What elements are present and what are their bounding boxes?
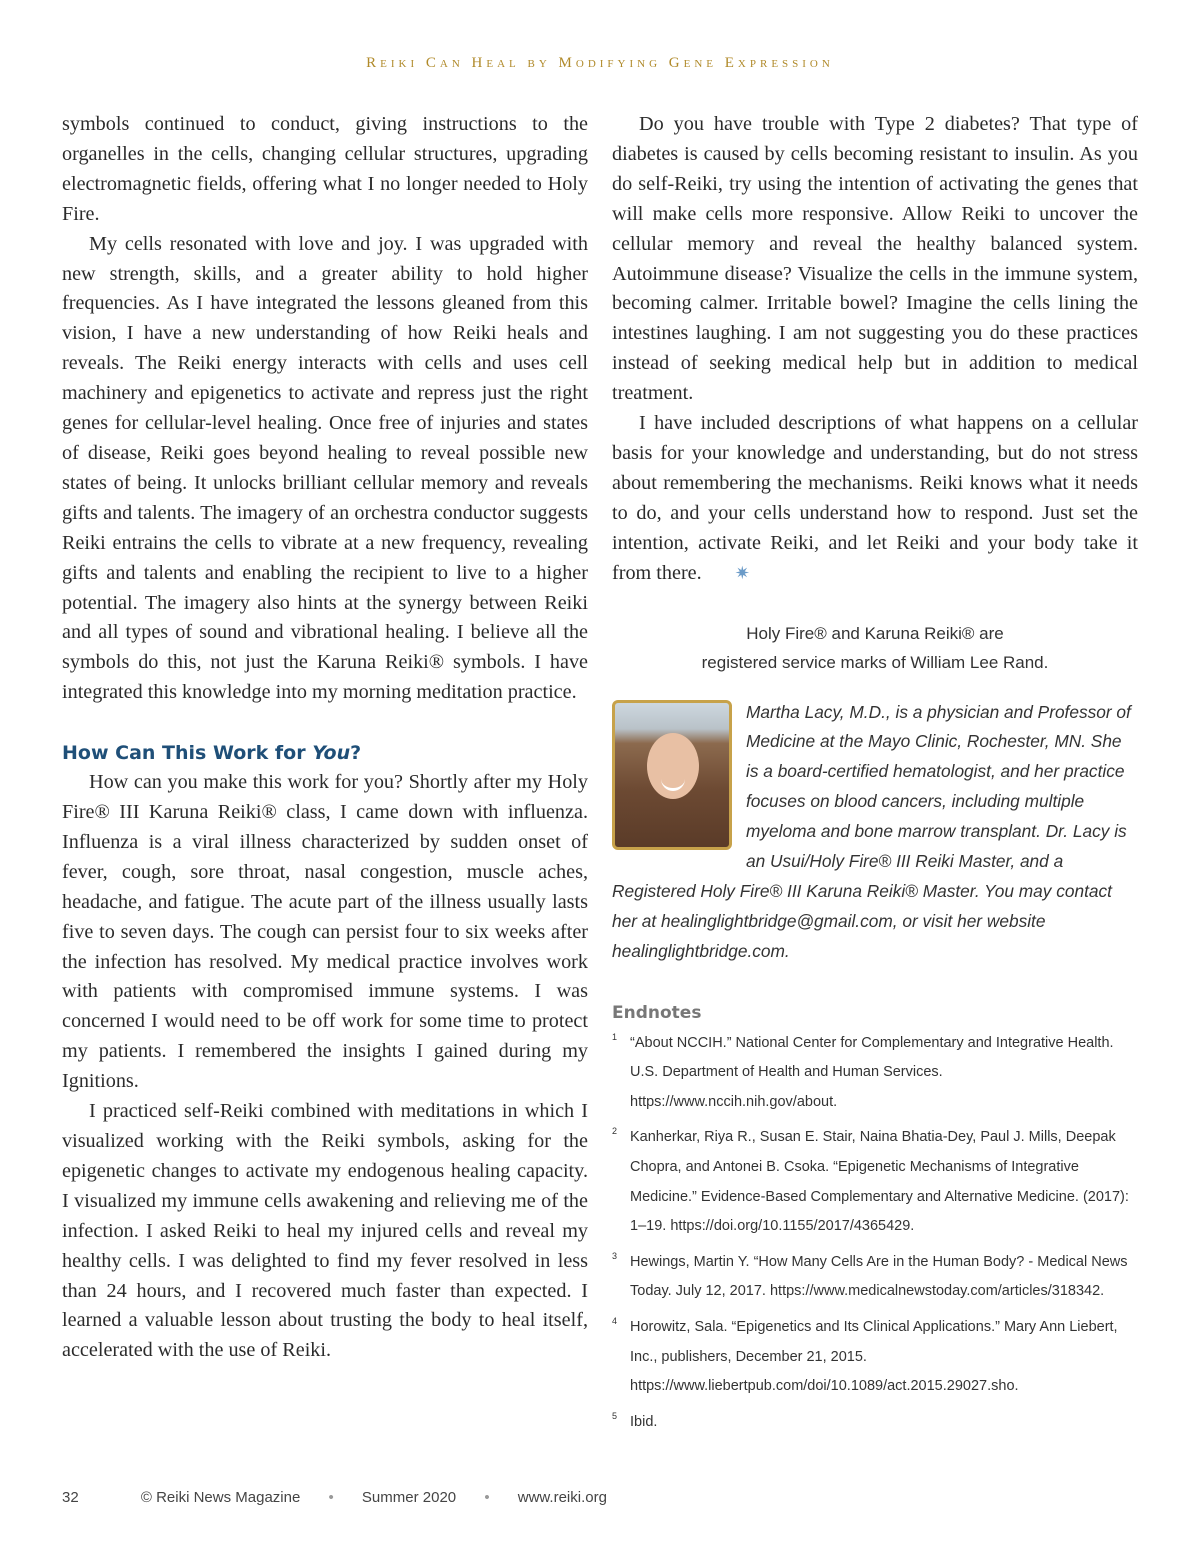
sparkle-ornament-icon: ✷ [734,562,750,583]
footer-publication: © Reiki News Magazine [140,1489,301,1506]
endnote-number: 5 [612,1410,618,1421]
left-paragraph-4: I practiced self-Reiki combined with meditations in which I visualized working with the Reiki symbols, asking for the epigenetic changes to activate my endogenous healing capacity. I visualized my immune cells awakening and relieving me of the infection. I asked Reiki to heal my injured cells and reveal my healthy cells. I was delighted to find my fever resolved in less than 24 hours, and I recovered much faster than expected. I learned a valuable lesson about trusting the body to heal itself, accelerated with the use of Reiki. [62,1100,588,1362]
endnote-item [612,1408,1138,1438]
service-mark-note [612,619,1138,678]
page-number: 32 [62,1489,79,1506]
section-heading [62,740,588,766]
right-column [612,110,1138,1443]
right-paragraph-1: Do you have trouble with Type 2 diabetes? That type of diabetes is caused by cells becoming resistant to insulin. As you do self-Reiki, try using the intention of activating the genes that will make cells more responsive. Allow Reiki to uncover the cellular memory and reveal the healthy balanced system. Autoimmune disease? Visualize the cells in the immune system, becoming calmer. Irritable bowel? Imagine the cells lining the intestines laughing. I am not suggesting you do these practices instead of seeking medical help but in addition to medical treatment. [612,113,1138,405]
right-paragraph-2-text: I have included descriptions of what happens on a cellular basis for your knowledge and understanding, but do not stress about remembering the mechanisms. Reiki knows what it needs to do, and your cells understand how to respond. Just set the intention, activate Reiki, and let Reiki and your body take it from there. [612,412,1138,584]
left-paragraph-3: How can you make this work for you? Shortly after my Holy Fire® III Karuna Reiki® class, I came down with influenza. Influenza is a viral illness characterized by sudden onset of fever, cough, sore throat, nasal congestion, muscle aches, headache, and fatigue. The acute part of the illness usually lasts five to seven days. The cough can persist four to six weeks after the infection has resolved. My medical practice involves work with patients with compromised immune systems. I was concerned I would need to be off work for some time to protect my patients. I remembered the insights I gained during my Ignitions. [62,771,588,1093]
endnote-text: Ibid. [630,1413,658,1430]
author-bio [612,698,1138,967]
footer-separator: • [484,1489,490,1506]
endnote-number: 3 [612,1250,618,1261]
endnote-item [612,1313,1138,1402]
footer-issue: Summer 2020 [361,1489,457,1506]
author-bio-text: Martha Lacy, M.D., is a physician and Professor of Medicine at the Mayo Clinic, Rochester, MN. She is a board-certified hematologist, and her practice focuses on blood cancers, including multiple myeloma and bone marrow transplant. Dr. Lacy is an Usui/Holy Fire® III Reiki Master, and a Registered Holy Fire® III Karuna Reiki® Master. You may contact her at healinglightbridge@gmail.com, or visit her website healinglightbridge.com. [612,701,1131,961]
endnotes-title: Endnotes [612,1002,702,1023]
left-column [62,110,588,1366]
left-paragraph-2: My cells resonated with love and joy. I was upgraded with new strength, skills, and a greater ability to hold higher frequencies. As I have integrated the lessons gleaned from this vision, I have a new understanding of how Reiki heals and reveals. The Reiki energy interacts with cells and uses cell machinery and epigenetics to activate and repress just the right genes for cellular-level healing. Once free of injuries and states of disease, Reiki goes beyond healing to reveal possible new states of being. It unlocks brilliant cellular memory and reveals gifts and talents. The imagery of an orchestra conductor suggests Reiki entrains the cells to vibrate at a new frequency, revealing gifts and talents and enabling the recipient to live to a higher potential. The imagery also hints at the synergy between Reiki and all types of sound and vibrational healing. I believe all the symbols do this, not just the Karuna Reiki® symbols. I have integrated this knowledge into my morning meditation practice. [62,232,588,704]
section-heading-text: How Can This Work for [62,742,313,765]
endnote-item [612,1123,1138,1241]
endnote-text: Hewings, Martin Y. “How Many Cells Are in the Human Body? - Medical News Today. July 12, 2017. https://www.medicalnewstoday.com/articles/318342. [630,1253,1128,1300]
page-footer [62,1489,607,1506]
endnote-number: 1 [612,1031,618,1042]
endnotes-list [612,1029,1138,1438]
endnote-number: 4 [612,1316,618,1326]
endnote-text: “About NCCIH.” National Center for Complementary and Integrative Health. U.S. Department of Health and Human Services. https://www.nccih.nih.gov/about. [630,1034,1114,1110]
service-mark-line-1: Holy Fire® and Karuna Reiki® are [746,623,1004,643]
section-heading-punct: ? [350,742,362,765]
footer-website[interactable]: www.reiki.org [517,1489,607,1506]
endnote-text: Kanherkar, Riya R., Susan E. Stair, Naina Bhatia-Dey, Paul J. Mills, Deepak Chopra, and Antonei B. Csoka. “Epigenetic Mechanisms of Integrative Medicine.” Evidence-Based Complementary and Alternative Medicine. (2017): 1–19. https://doi.org/10.1155/2017/4365429. [630,1129,1129,1235]
endnote-item [612,1029,1138,1118]
left-paragraph-1: symbols continued to conduct, giving instructions to the organelles in the cells, changing cellular structures, upgrading electromagnetic fields, offering what I no longer needed to Holy Fire. [62,113,588,225]
section-heading-emphasis: You [312,742,351,765]
right-paragraph-2 [612,409,1138,588]
running-title: Reiki Can Heal by Modifying Gene Expression [366,55,834,71]
footer-separator: • [328,1489,334,1506]
service-mark-line-2: registered service marks of William Lee Rand. [701,653,1049,672]
endnote-item [612,1248,1138,1307]
endnote-number: 2 [612,1126,618,1137]
author-photo [612,700,732,850]
endnote-text: Horowitz, Sala. “Epigenetics and Its Clinical Applications.” Mary Ann Liebert, Inc., publishers, December 21, 2015. https://www.liebertpub.com/doi/10.1089/act.2015.29027.sho. [630,1319,1118,1395]
